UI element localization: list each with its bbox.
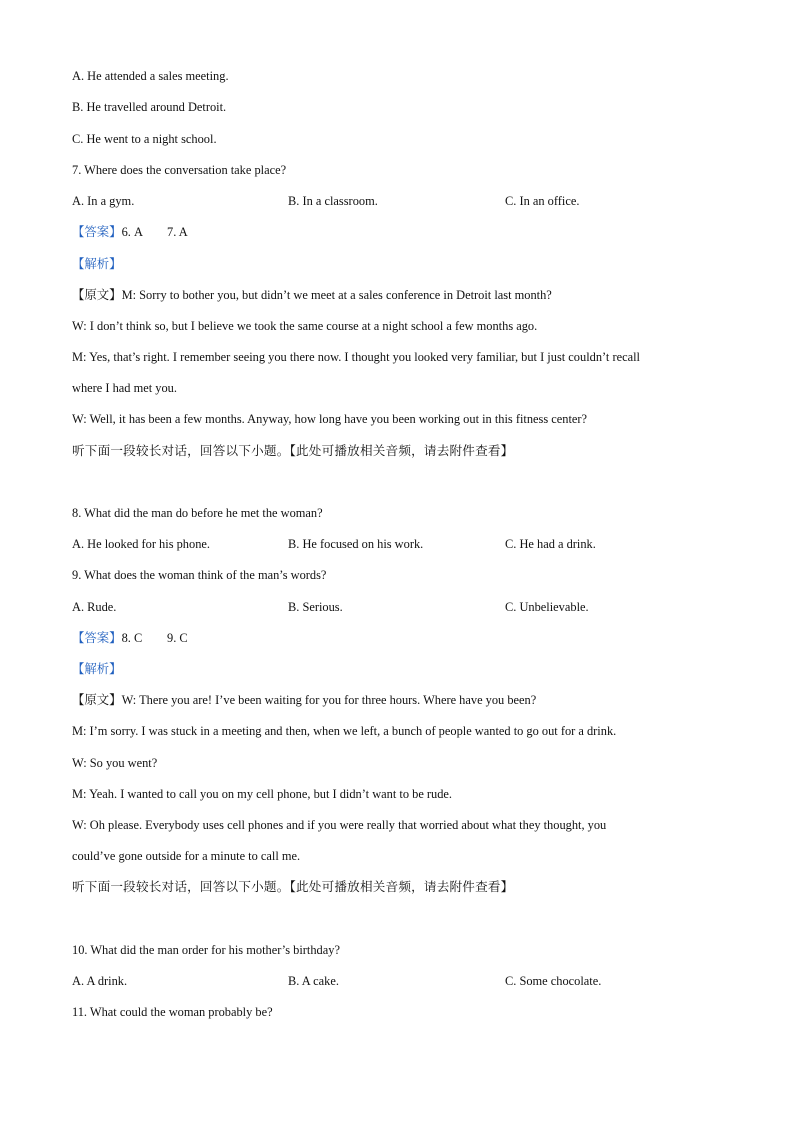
analysis-tag-2 <box>72 661 122 677</box>
answer-text: 6. A 7. A <box>121 225 188 239</box>
q8-option-c: C. He had a drink. <box>505 537 596 551</box>
q9-option-a: A. Rude. <box>72 600 117 614</box>
q8-option-a: A. He looked for his phone. <box>72 537 210 551</box>
q8-option-b: B. He focused on his work. <box>288 537 424 551</box>
q10-option-b: B. A cake. <box>288 974 339 988</box>
answer-line-1 <box>72 224 188 240</box>
q7-option-b: B. In a classroom. <box>288 194 378 208</box>
q6-option-b: B. He travelled around Detroit. <box>72 100 227 114</box>
transcript-line-1-3: where I had met you. <box>72 381 177 395</box>
transcript-text: W: There you are! I’ve been waiting for you for three hours. Where have you been? <box>121 693 537 707</box>
analysis-tag: 【解析】 <box>72 257 122 271</box>
transcript-line-2-3: M: Yeah. I wanted to call you on my cell phone, but I didn’t want to be rude. <box>72 787 453 801</box>
q10-option-a: A. A drink. <box>72 974 128 988</box>
transcript-text: M: Sorry to bother you, but didn’t we meet at a sales conference in Detroit last month? <box>121 288 552 302</box>
answer-line-2 <box>72 630 188 646</box>
answer-tag: 【答案】 <box>72 631 122 645</box>
transcript-tag: 【原文】 <box>72 693 122 707</box>
transcript-line-2-1: M: I’m sorry. I was stuck in a meeting and then, when we left, a bunch of people wanted to go out for a drink. <box>72 724 617 738</box>
transcript-line-2-0 <box>72 692 536 708</box>
analysis-tag: 【解析】 <box>72 662 122 676</box>
transcript-line-1-2: M: Yes, that’s right. I remember seeing you there now. I thought you looked very familiar, but I just couldn’t recall <box>72 350 640 364</box>
analysis-tag-1 <box>72 256 122 272</box>
transcript-line-2-4: W: Oh please. Everybody uses cell phones and if you were really that worried about what they thought, you <box>72 818 607 832</box>
q6-option-a: A. He attended a sales meeting. <box>72 69 229 83</box>
transcript-line-1-1: W: I don’t think so, but I believe we took the same course at a night school a few months ago. <box>72 319 538 333</box>
q9-option-c: C. Unbelievable. <box>505 600 589 614</box>
q10-question: 10. What did the man order for his mother’s birthday? <box>72 943 340 957</box>
instruction-1: 听下面一段较长对话，回答以下小题。【此处可播放相关音频，请去附件查看】 <box>72 443 514 458</box>
q7-option-a: A. In a gym. <box>72 194 135 208</box>
answer-text: 8. C 9. C <box>121 631 188 645</box>
q8-question: 8. What did the man do before he met the woman? <box>72 506 323 520</box>
transcript-tag: 【原文】 <box>72 288 122 302</box>
q9-option-b: B. Serious. <box>288 600 343 614</box>
answer-tag: 【答案】 <box>72 225 122 239</box>
transcript-line-1-4: W: Well, it has been a few months. Anyway, how long have you been working out in this fitness center? <box>72 412 588 426</box>
transcript-line-1-0 <box>72 287 552 303</box>
q7-question: 7. Where does the conversation take place? <box>72 163 287 177</box>
instruction-2: 听下面一段较长对话，回答以下小题。【此处可播放相关音频，请去附件查看】 <box>72 879 514 894</box>
q9-question: 9. What does the woman think of the man’s words? <box>72 568 327 582</box>
transcript-line-2-5: could’ve gone outside for a minute to call me. <box>72 849 301 863</box>
q11-question: 11. What could the woman probably be? <box>72 1005 273 1019</box>
q6-option-c: C. He went to a night school. <box>72 132 217 146</box>
q10-option-c: C. Some chocolate. <box>505 974 602 988</box>
q7-option-c: C. In an office. <box>505 194 580 208</box>
transcript-line-2-2: W: So you went? <box>72 756 158 770</box>
